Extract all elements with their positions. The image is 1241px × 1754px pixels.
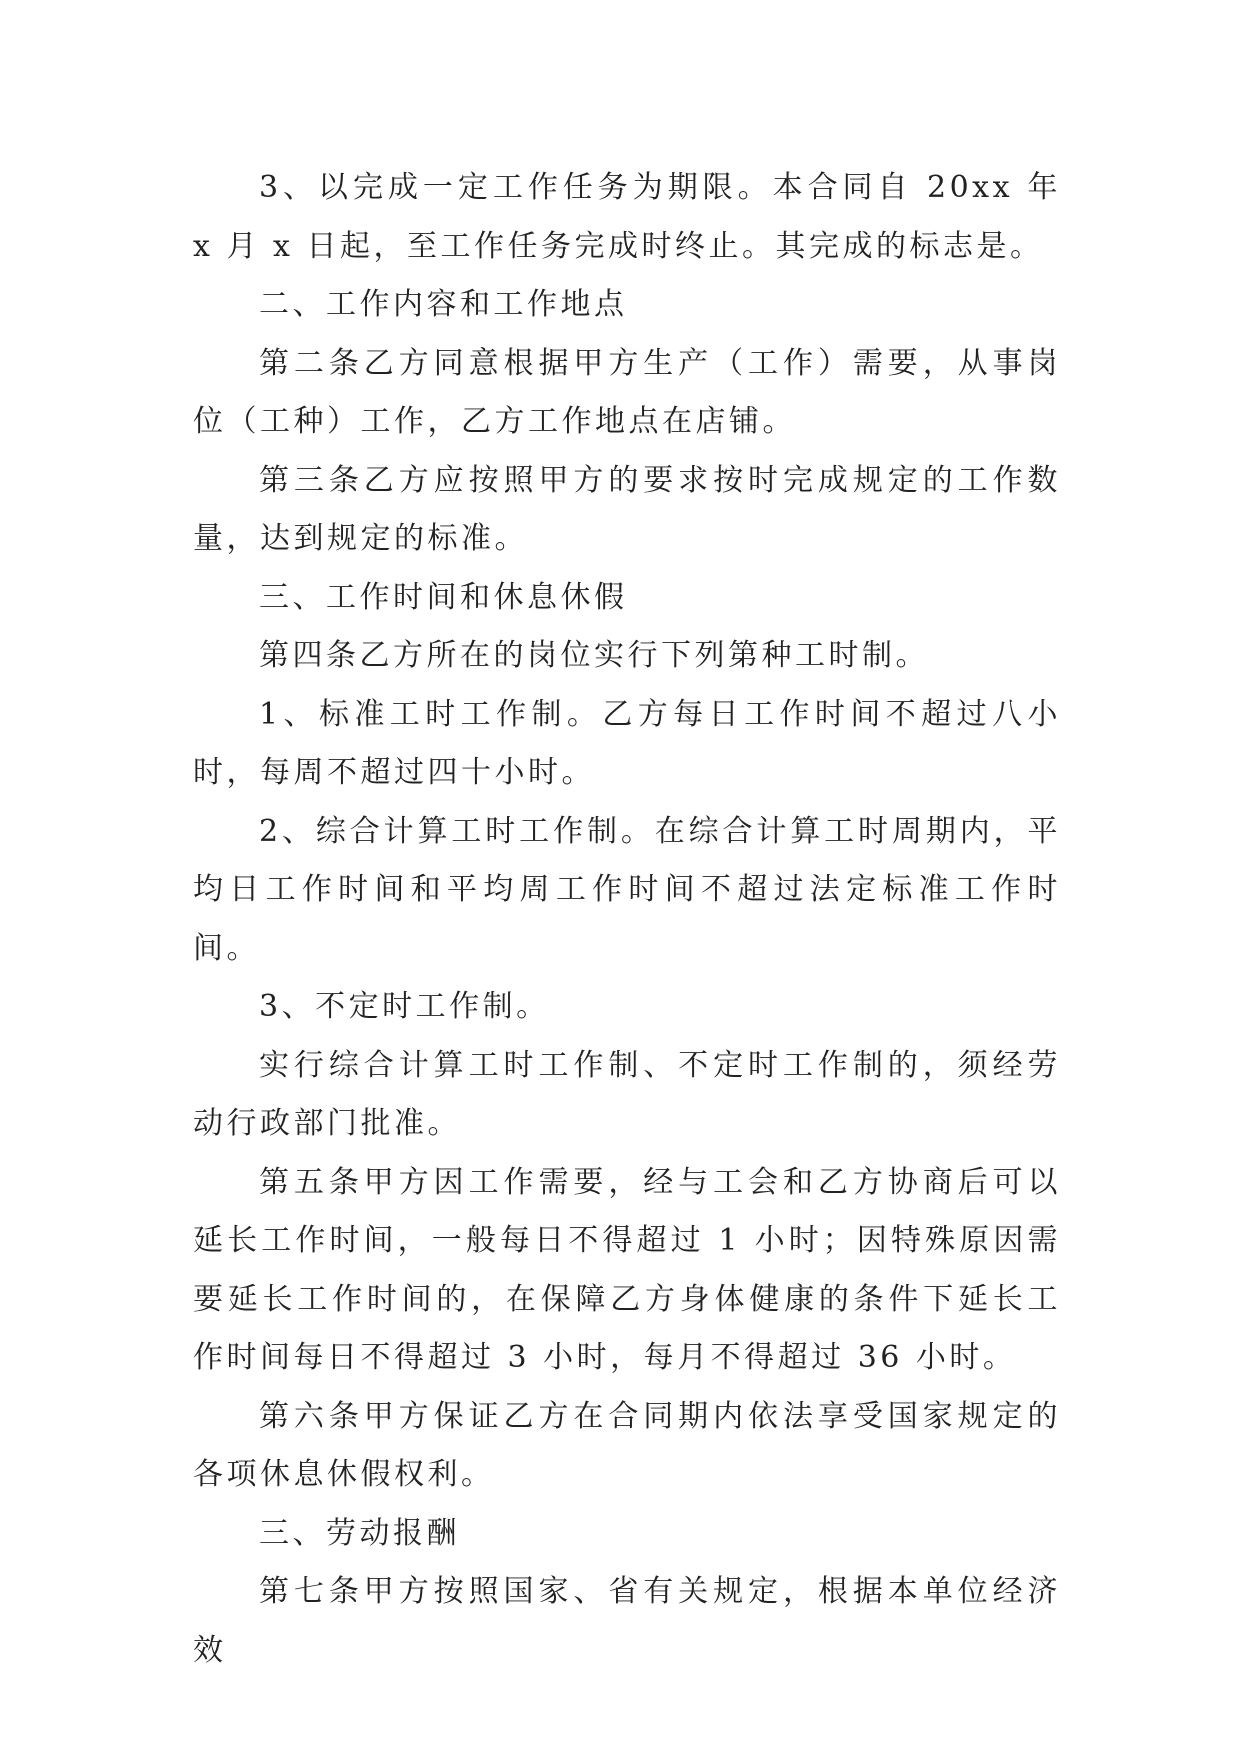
paragraph-completion-term: 3、以完成一定工作任务为期限。本合同自 20xx 年 x 月 x 日起，至工作任务完成时终止。其完成的标志是。 xyxy=(193,170,1061,264)
paragraph-article-6: 第六条甲方保证乙方在合同期内依法享受国家规定的各项休息休假权利。 xyxy=(193,1398,1061,1492)
paragraph-comprehensive-hours: 2、综合计算工时工作制。在综合计算工时周期内，平均日工作时间和平均周工作时间不超过法定标准工作时间。 xyxy=(193,813,1061,966)
paragraph-article-5: 第五条甲方因工作需要，经与工会和乙方协商后可以延长工作时间，一般每日不得超过 1 小时；因特殊原因需要延长工作时间的，在保障乙方身体健康的条件下延长工作时间每日不得超过 3 小时，每月不得超过 36 小时。 xyxy=(193,1164,1061,1375)
paragraph-article-4: 第四条乙方所在的岗位实行下列第种工时制。 xyxy=(259,638,929,673)
paragraph-approval: 实行综合计算工时工作制、不定时工作制的，须经劳动行政部门批准。 xyxy=(193,1047,1061,1141)
paragraph-flexible-hours: 3、不定时工作制。 xyxy=(259,989,550,1024)
paragraph-article-3: 第三条乙方应按照甲方的要求按时完成规定的工作数量，达到规定的标准。 xyxy=(193,462,1061,556)
paragraph-standard-hours: 1、标准工时工作制。乙方每日工作时间不超过八小时，每周不超过四十小时。 xyxy=(193,696,1061,790)
section-heading-working-hours: 三、工作时间和休息休假 xyxy=(259,579,628,615)
document-body xyxy=(193,159,1061,1680)
paragraph-article-2: 第二条乙方同意根据甲方生产（工作）需要，从事岗位（工种）工作，乙方工作地点在店铺。 xyxy=(193,345,1061,439)
section-heading-work-content: 二、工作内容和工作地点 xyxy=(259,287,628,322)
section-heading-remuneration: 三、劳动报酬 xyxy=(259,1515,460,1551)
paragraph-article-7: 第七条甲方按照国家、省有关规定，根据本单位经济效 xyxy=(193,1574,1061,1668)
